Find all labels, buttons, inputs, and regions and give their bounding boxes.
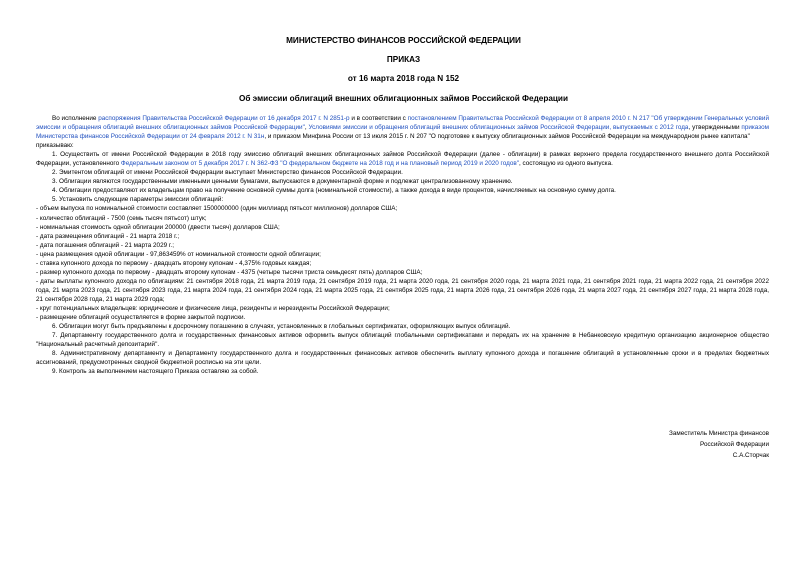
param-item: - объем выпуска по номинальной стоимости составляет 1500000000 (один миллиард пятьсот миллионов) долларов США; (36, 205, 398, 213)
paragraph-7: 7. Департаменту государственного долга и государственных финансовых активов оформить выпуск облигаций глобальными сертификатами и передать их на хранение в Небанковскую кредитную организацию акционерное общество "Национальный расчетный депозитарий". (36, 332, 769, 349)
param-item: - дата размещения облигаций - 21 марта 2018 г.; (36, 232, 180, 240)
preamble-text: , и приказом Минфина России от 13 июля 2015 г. N 207 "О подготовке к выпуску облигационных займов Российской Федерации на международном рынке капитала" (264, 133, 750, 141)
paragraph-6: 6. Облигации могут быть предъявлены к досрочному погашению в случаях, установленных в глобальных сертификатах, оформляющих выпуск облигаций. (52, 323, 511, 331)
paragraph-2: 2. Эмитентом облигаций от имени Российской Федерации выступает Министерство финансов Российской Федерации. (52, 169, 403, 177)
param-item: - дата погашения облигаций - 21 марта 2029 г.; (36, 241, 174, 249)
document-title: Об эмиссии облигаций внешних облигационных займов Российской Федерации (238, 94, 568, 103)
param-item: - ставка купонного дохода по первому - двадцать второму купонам - 4,375% годовых каждая; (36, 259, 312, 267)
signature-position: Заместитель Министра финансов (668, 430, 769, 437)
paragraph-1 (36, 150, 769, 168)
link-government-decree-217[interactable]: постановлением Правительства Российской Федерации от 8 апреля 2010 г. N 217 "Об утверждении Генеральных условий эмиссии и обращения облигаций внешних облигационных займов Российской Федерации" (36, 115, 769, 132)
paragraph-8: 8. Административному департаменту и Департаменту государственного долга и государственных финансовых активов обеспечить выплату купонного дохода и погашение облигаций в установленные сроки и в пределах бюджетных ассигнований, предусмотренных сводной бюджетной росписью на эти цели. (36, 350, 769, 367)
signature-name: С.А.Сторчак (732, 452, 769, 459)
document-type: ПРИКАЗ (386, 55, 421, 64)
paragraph-4: 4. Облигации предоставляют их владельцам право на получение основной суммы долга (номинальной стоимости), а также дохода в виде процентов, начисляемых на основную сумму долга. (52, 187, 616, 195)
param-item: - цена размещения одной облигации - 97,863459% от номинальной стоимости одной облигации; (36, 250, 321, 258)
link-minfin-order-31n[interactable]: приказом Министерства финансов Российской Федерации от 24 февраля 2012 г. N 31н (36, 124, 769, 141)
paragraph-3: 3. Облигации являются государственными именными ценными бумагами, выпускаются в документарной форме и подлежат централизованному хранению. (52, 178, 513, 186)
order-word: приказываю: (36, 142, 74, 150)
param-item: - количество облигаций - 7500 (семь тысяч пятьсот) штук; (36, 214, 207, 222)
ministry-heading: МИНИСТЕРСТВО ФИНАНСОВ РОССИЙСКОЙ ФЕДЕРАЦИИ (286, 36, 521, 45)
link-federal-law-362[interactable]: Федеральным законом от 5 декабря 2017 г. N 362-ФЗ "О федеральном бюджете на 2018 год и на плановый период 2019 и 2020 годов" (120, 160, 519, 168)
param-item: - даты выплаты купонного дохода по облигациям: 21 сентября 2018 года, 21 марта 2019 года, 21 сентября 2019 года, 21 марта 2020 года, 21 сентября 2020 года, 21 марта 2021 года, 21 сентября 2021 года, 21 марта 2022 года, 21 сентября 2022 года, 21 марта 2023 года, 21 сентября 2023 года, 21 марта 2024 года, 21 сентября 2024 года, 21 марта 2025 года, 21 сентября 2025 года, 21 марта 2026 года, 21 сентября 2026 года, 21 марта 2027 года, 21 сентября 2027 года, 21 марта 2028 года, 21 сентября 2028 года, 21 марта 2029 года; (36, 277, 769, 303)
document-date-number: от 16 марта 2018 года N 152 (347, 74, 460, 83)
preamble-paragraph (36, 114, 769, 141)
paragraph-9: 9. Контроль за выполнением настоящего Приказа оставляю за собой. (52, 368, 259, 376)
param-item: - размер купонного дохода по первому - двадцать второму купонам - 4375 (четыре тысячи триста семьдесят пять) долларов США; (36, 268, 423, 276)
paragraph-5: 5. Установить следующие параметры эмиссии облигаций: (52, 196, 224, 204)
link-issue-conditions[interactable]: Условиями эмиссии и обращения облигаций внешних облигационных займов Российской Федерации, выпускаемых с 2012 года (308, 124, 689, 132)
paragraph-text: , состоящую из одного выпуска. (518, 160, 613, 168)
preamble-text: Во исполнение (52, 115, 99, 122)
link-government-order-2851[interactable]: распоряжения Правительства Российской Федерации от 16 декабря 2017 г. N 2851-р (98, 115, 350, 122)
signature-organization: Российской Федерации (700, 441, 769, 448)
param-item: - круг потенциальных владельцев: юридические и физические лица, резиденты и нерезиденты Российской Федерации; (36, 304, 390, 312)
document-body (36, 114, 769, 376)
param-item: - размещение облигаций осуществляется в форме закрытой подписки. (36, 314, 246, 322)
preamble-text: и в соответствии с (349, 115, 408, 122)
signature-block (669, 428, 769, 461)
paragraph-text: 1. Осуществить от имени Российской Федерации в 2018 году эмиссию облигаций внешних облигационных займов Российской Федерации (далее - облигации) в рамках верхнего предела государственного внешнего долга Российской Федерации, установленного (36, 151, 769, 168)
preamble-text: , (304, 124, 309, 132)
preamble-text: , утвержденными (688, 124, 742, 132)
param-item: - номинальная стоимость одной облигации 200000 (двести тысяч) долларов США; (36, 223, 280, 231)
